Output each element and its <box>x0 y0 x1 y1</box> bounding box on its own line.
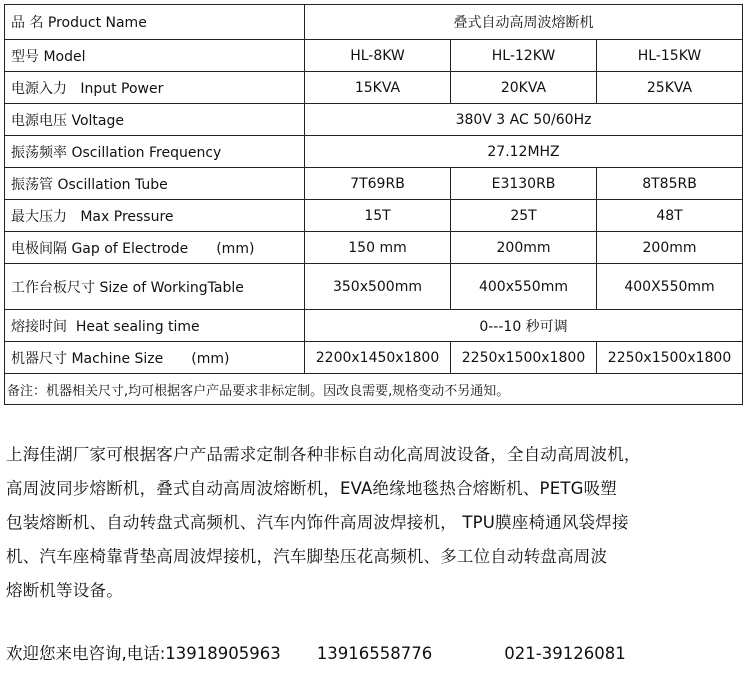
sealing-time-label: 熔接时间 Heat sealing time <box>5 310 305 342</box>
row-voltage <box>5 104 743 136</box>
voltage-value: 380V 3 AC 50/60Hz <box>305 104 743 136</box>
machine-size-unit: (mm) <box>191 350 230 367</box>
product-name-value: 叠式自动高周波熔断机 <box>305 5 743 40</box>
sealing-time-value: 0---10 秒可调 <box>305 310 743 342</box>
tube-value-1: 7T69RB <box>305 168 451 200</box>
model-label: 型号 Model <box>5 40 305 72</box>
row-frequency <box>5 136 743 168</box>
tube-label: 振荡管 Oscillation Tube <box>5 168 305 200</box>
model-value-2: HL-12KW <box>451 40 597 72</box>
voltage-label: 电源电压 Voltage <box>5 104 305 136</box>
description-line: 机、汽车座椅靠背垫高周波焊接机，汽车脚垫压花高频机、多工位自动转盘高周波 <box>6 547 608 566</box>
row-sealing-time <box>5 310 743 342</box>
contact-phone-3: 021-39126081 <box>504 644 626 663</box>
description-line: 高周波同步熔断机，叠式自动高周波熔断机，EVA绝缘地毯热合熔断机、PETG吸塑 <box>6 479 617 498</box>
contact-phone-1: 欢迎您来电咨询,电话:13918905963 <box>6 644 281 663</box>
input-power-value-3: 25KVA <box>597 72 743 104</box>
description-line: 上海佳湖厂家可根据客户产品需求定制各种非标自动化高周波设备，全自动高周波机， <box>6 445 641 464</box>
description-line: 熔断机等设备。 <box>6 581 123 600</box>
frequency-label: 振荡频率 Oscillation Frequency <box>5 136 305 168</box>
product-name-label: 品 名 Product Name <box>5 5 305 40</box>
electrode-gap-unit: (mm) <box>216 240 255 257</box>
row-machine-size <box>5 342 743 374</box>
tube-value-2: E3130RB <box>451 168 597 200</box>
model-value-1: HL-8KW <box>305 40 451 72</box>
electrode-gap-label-cell <box>5 232 305 264</box>
electrode-gap-value-3: 200mm <box>597 232 743 264</box>
spec-note: 备注：机器相关尺寸,均可根据客户产品要求非标定制。因改良需要,规格变动不另通知。 <box>5 374 743 405</box>
row-product-name <box>5 5 743 40</box>
pressure-value-3: 48T <box>597 200 743 232</box>
machine-size-value-1: 2200x1450x1800 <box>305 342 451 374</box>
electrode-gap-label: 电极间隔 Gap of Electrode <box>11 240 189 257</box>
input-power-value-1: 15KVA <box>305 72 451 104</box>
spec-table <box>4 4 743 405</box>
electrode-gap-value-1: 150 mm <box>305 232 451 264</box>
contact-line <box>6 640 746 664</box>
row-electrode-gap <box>5 232 743 264</box>
machine-size-value-3: 2250x1500x1800 <box>597 342 743 374</box>
table-size-label: 工作台板尺寸 Size of WorkingTable <box>5 264 305 310</box>
machine-size-label-cell <box>5 342 305 374</box>
row-table-size <box>5 264 743 310</box>
table-size-value-3: 400X550mm <box>597 264 743 310</box>
contact-phone-2: 13916558776 <box>316 644 433 663</box>
row-note <box>5 374 743 405</box>
pressure-value-2: 25T <box>451 200 597 232</box>
model-value-3: HL-15KW <box>597 40 743 72</box>
pressure-value-1: 15T <box>305 200 451 232</box>
machine-size-label: 机器尺寸 Machine Size <box>11 350 164 367</box>
row-model <box>5 40 743 72</box>
pressure-label: 最大压力 Max Pressure <box>5 200 305 232</box>
description-line: 包装熔断机、自动转盘式高频机、汽车内饰件高周波焊接机， TPU膜座椅通风袋焊接 <box>6 513 629 532</box>
table-size-value-2: 400x550mm <box>451 264 597 310</box>
row-input-power <box>5 72 743 104</box>
product-description <box>6 438 746 608</box>
input-power-value-2: 20KVA <box>451 72 597 104</box>
machine-size-value-2: 2250x1500x1800 <box>451 342 597 374</box>
table-size-value-1: 350x500mm <box>305 264 451 310</box>
row-pressure <box>5 200 743 232</box>
row-tube <box>5 168 743 200</box>
input-power-label: 电源入力 Input Power <box>5 72 305 104</box>
tube-value-3: 8T85RB <box>597 168 743 200</box>
electrode-gap-value-2: 200mm <box>451 232 597 264</box>
frequency-value: 27.12MHZ <box>305 136 743 168</box>
